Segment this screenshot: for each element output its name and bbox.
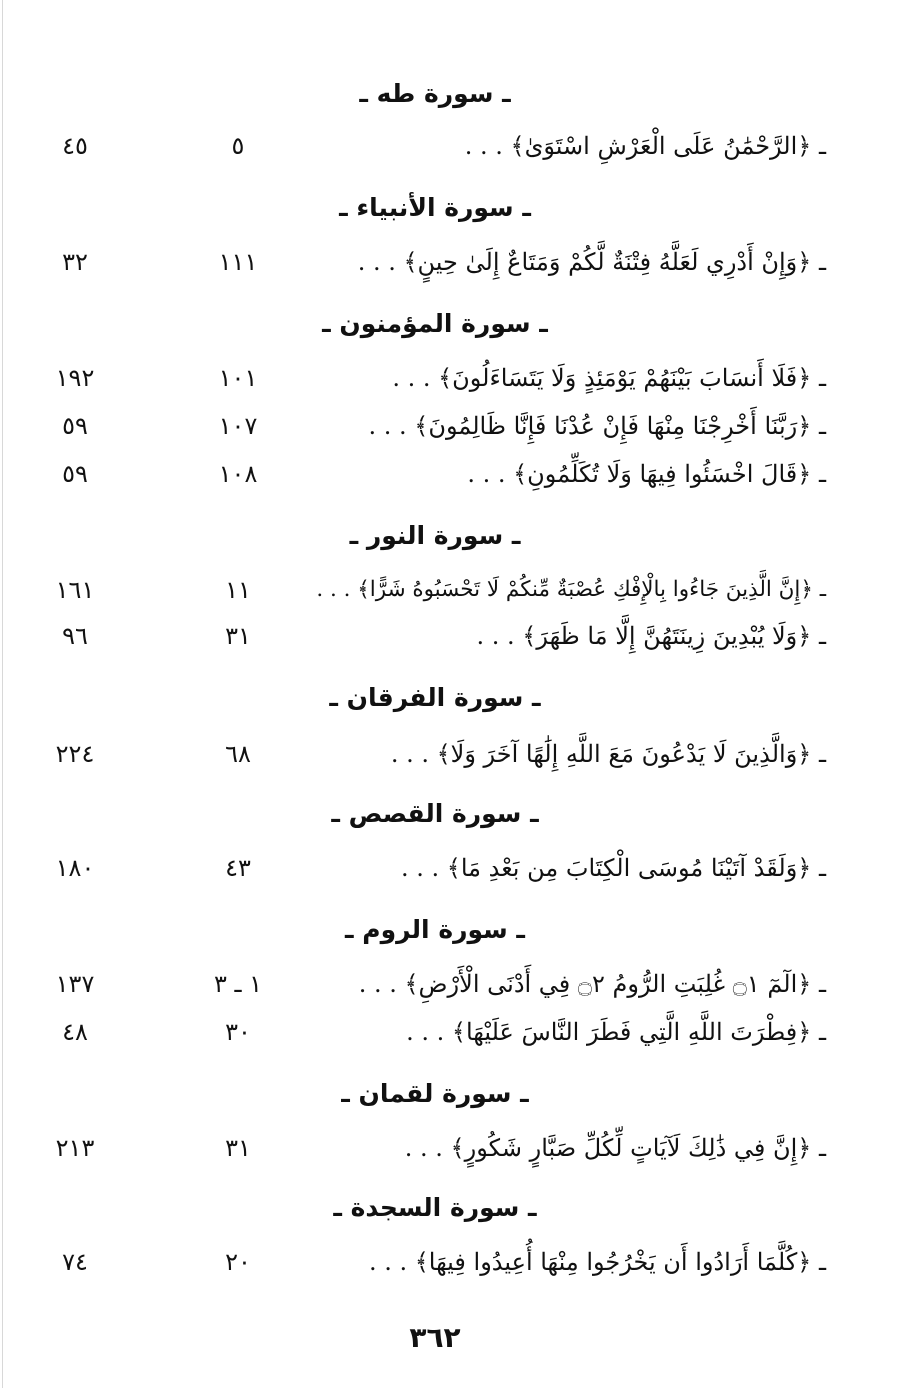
ayah-number: ٣٠	[225, 1018, 251, 1046]
page-reference: ٧٤	[62, 1248, 88, 1276]
page-reference: ٣٢	[62, 248, 88, 276]
verse-text: ـ ﴿فِطْرَتَ اللَّهِ الَّتِي فَطَرَ النَّاسَ عَلَيْهَا﴾ . . .	[406, 1018, 826, 1046]
verse-text: ـ ﴿الٓمٓ ۝١ غُلِبَتِ الرُّومُ ۝٢ فِي أَدْنَى الْأَرْضِ﴾ . . .	[358, 970, 826, 998]
surah-heading-luqman: ـ سورة لقمان ـ	[341, 1079, 529, 1108]
page-reference: ١٩٢	[55, 364, 95, 392]
verse-row	[0, 1242, 920, 1282]
ayah-number: ١ ـ ٣	[213, 970, 263, 998]
verse-text: ـ ﴿قَالَ اخْسَئُوا فِيهَا وَلَا تُكَلِّمُونِ﴾ . . .	[467, 460, 826, 488]
verse-row	[0, 242, 920, 282]
verse-row	[0, 964, 920, 1004]
verse-row	[0, 570, 920, 610]
verse-row	[0, 126, 920, 166]
verse-row	[0, 1012, 920, 1052]
surah-heading-sajda: ـ سورة السجدة ـ	[333, 1193, 537, 1222]
verse-row	[0, 1128, 920, 1168]
verse-text: ـ ﴿فَلَا أَنسَابَ بَيْنَهُمْ يَوْمَئِذٍ وَلَا يَتَسَاءَلُونَ﴾ . . .	[392, 364, 826, 392]
ayah-number: ١١	[225, 576, 251, 604]
verse-row	[0, 358, 920, 398]
page-number: ٣٦٢	[409, 1321, 461, 1354]
verse-text: ـ ﴿وَإِنْ أَدْرِي لَعَلَّهُ فِتْنَةٌ لَّكُمْ وَمَتَاعٌ إِلَىٰ حِينٍ﴾ . . .	[357, 248, 826, 276]
page-reference: ٥٩	[62, 412, 88, 440]
surah-heading-furqan: ـ سورة الفرقان ـ	[329, 683, 541, 712]
verse-text: ـ ﴿إِنَّ فِي ذَٰلِكَ لَآيَاتٍ لِّكُلِّ صَبَّارٍ شَكُورٍ﴾ . . .	[404, 1134, 826, 1162]
verse-row	[0, 848, 920, 888]
ayah-number: ١٠٧	[218, 412, 258, 440]
verse-row	[0, 454, 920, 494]
page-reference: ٥٩	[62, 460, 88, 488]
ayah-number: ٣١	[225, 1134, 251, 1162]
ayah-number: ٣١	[225, 622, 251, 650]
ayah-number: ٢٠	[225, 1248, 251, 1276]
page-reference: ١٣٧	[55, 970, 95, 998]
verse-row	[0, 734, 920, 774]
ayah-number: ١٠١	[218, 364, 258, 392]
verse-text: ـ ﴿رَبَّنَا أَخْرِجْنَا مِنْهَا فَإِنْ عُدْنَا فَإِنَّا ظَالِمُونَ﴾ . . .	[368, 412, 826, 440]
ayah-number: ٦٨	[225, 740, 251, 768]
verse-text: ـ ﴿كُلَّمَا أَرَادُوا أَن يَخْرُجُوا مِنْهَا أُعِيدُوا فِيهَا﴾ . . .	[368, 1248, 826, 1276]
page-reference: ٩٦	[62, 622, 88, 650]
ayah-number: ٤٣	[225, 854, 251, 882]
surah-heading-taha: ـ سورة طه ـ	[359, 79, 511, 108]
verse-row	[0, 406, 920, 446]
page-reference: ٢١٣	[55, 1134, 95, 1162]
surah-heading-rum: ـ سورة الروم ـ	[345, 915, 525, 944]
verse-text: ـ ﴿وَلَقَدْ آتَيْنَا مُوسَى الْكِتَابَ مِن بَعْدِ مَا﴾ . . .	[400, 854, 826, 882]
page-reference: ٢٢٤	[55, 740, 95, 768]
surah-heading-qasas: ـ سورة القصص ـ	[331, 799, 539, 828]
page-reference: ١٨٠	[55, 854, 95, 882]
verse-text: ـ ﴿إِنَّ الَّذِينَ جَاءُوا بِالْإِفْكِ عُصْبَةٌ مِّنكُمْ لَا تَحْسَبُوهُ شَرًّا﴾ . . .	[316, 577, 826, 602]
verse-text: ـ ﴿وَالَّذِينَ لَا يَدْعُونَ مَعَ اللَّهِ إِلَٰهًا آخَرَ وَلَا﴾ . . .	[390, 740, 826, 768]
ayah-number: ١٠٨	[218, 460, 258, 488]
verse-text: ـ ﴿الرَّحْمَٰنُ عَلَى الْعَرْشِ اسْتَوَىٰ﴾ . . .	[464, 132, 826, 160]
verse-row	[0, 616, 920, 656]
surah-heading-anbiya: ـ سورة الأنبياء ـ	[339, 193, 531, 222]
ayah-number: ٥	[231, 132, 245, 160]
page-reference: ١٦١	[55, 576, 95, 604]
page-reference: ٤٥	[62, 132, 88, 160]
page-reference: ٤٨	[62, 1018, 88, 1046]
verse-text: ـ ﴿وَلَا يُبْدِينَ زِينَتَهُنَّ إِلَّا مَا ظَهَرَ﴾ . . .	[476, 622, 826, 650]
surah-heading-muminun: ـ سورة المؤمنون ـ	[322, 309, 548, 338]
surah-heading-nur: ـ سورة النور ـ	[349, 521, 521, 550]
ayah-number: ١١١	[218, 248, 258, 276]
